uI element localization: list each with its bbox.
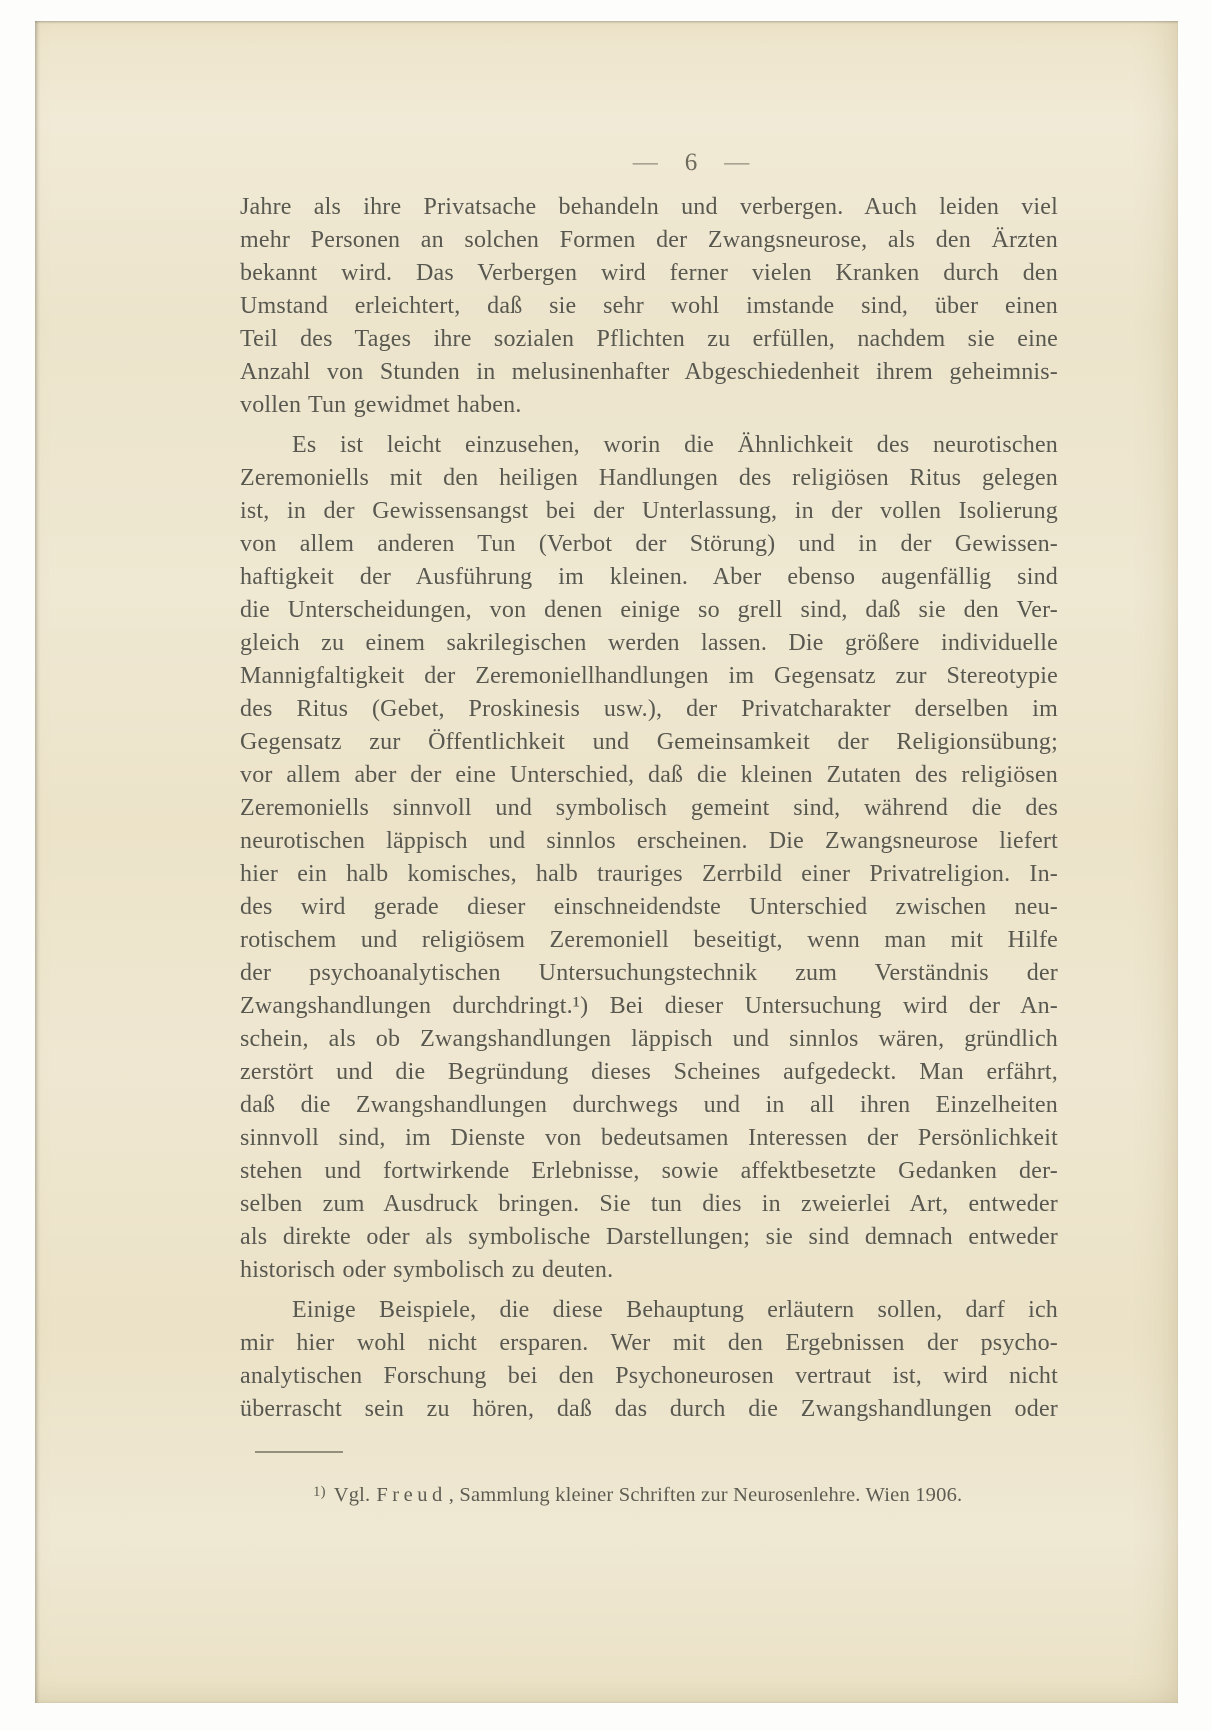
- text-line: als direkte oder als symbolische Darstellungen; sie sind demnach entweder: [240, 1224, 1058, 1250]
- footnote-text-after: , Sammlung kleiner Schriften zur Neurosenlehre. Wien 1906.: [448, 1484, 963, 1506]
- book-page: [35, 21, 1178, 1703]
- text-line: Jahre als ihre Privatsache behandeln und verbergen. Auch leiden viel: [240, 194, 1058, 220]
- text-line: überrascht sein zu hören, daß das durch die Zwangshandlungen oder: [240, 1396, 1058, 1422]
- text-line: Gegensatz zur Öffentlichkeit und Gemeinsamkeit der Religionsübung;: [240, 729, 1058, 755]
- text-line: der psychoanalytischen Untersuchungstechnik zum Verständnis der: [240, 960, 1058, 986]
- text-line: des wird gerade dieser einschneidendste Unterschied zwischen neu-: [240, 894, 1058, 920]
- text-line: mehr Personen an solchen Formen der Zwangsneurose, als den Ärzten: [240, 227, 1058, 253]
- footnote-marker: 1): [313, 1484, 326, 1500]
- text-line: des Ritus (Gebet, Proskinesis usw.), der Privatcharakter derselben im: [240, 696, 1058, 722]
- text-line: Zeremoniells sinnvoll und symbolisch gemeint sind, während die des: [240, 795, 1058, 821]
- text-line: Zwangshandlungen durchdringt.¹) Bei dieser Untersuchung wird der An-: [240, 993, 1058, 1019]
- text-line: vollen Tun gewidmet haben.: [240, 392, 522, 418]
- paragraph: [240, 429, 1058, 1287]
- page-number-left-dash: —: [632, 149, 658, 176]
- page-header: [282, 149, 1100, 177]
- text-line: schein, als ob Zwangshandlungen läppisch und sinnlos wären, gründlich: [240, 1026, 1058, 1052]
- text-line: Es ist leicht einzusehen, worin die Ähnlichkeit des neurotischen: [292, 432, 1058, 458]
- text-line: von allem anderen Tun (Verbot der Störung) und in der Gewissen-: [240, 531, 1058, 557]
- text-line: Anzahl von Stunden in melusinenhafter Abgeschiedenheit ihrem geheimnis-: [240, 359, 1058, 385]
- text-line: vor allem aber der eine Unterschied, daß die kleinen Zutaten des religiösen: [240, 762, 1058, 788]
- text-line: analytischen Forschung bei den Psychoneurosen vertraut ist, wird nicht: [240, 1363, 1058, 1389]
- text-line: historisch oder symbolisch zu deuten.: [240, 1257, 614, 1283]
- footnote-author: Freud: [376, 1484, 447, 1506]
- footnote: [313, 1479, 1103, 1509]
- paragraph: [240, 1294, 1058, 1426]
- text-line: die Unterscheidungen, von denen einige so grell sind, daß sie den Ver-: [240, 597, 1058, 623]
- paragraph: [240, 191, 1058, 422]
- text-line: mir hier wohl nicht ersparen. Wer mit den Ergebnissen der psycho-: [240, 1330, 1058, 1356]
- text-line: gleich zu einem sakrilegischen werden lassen. Die größere individuelle: [240, 630, 1058, 656]
- body-text: [240, 191, 1058, 1426]
- text-line: neurotischen läppisch und sinnlos erscheinen. Die Zwangsneurose liefert: [240, 828, 1058, 854]
- page-number: 6: [684, 149, 698, 176]
- text-line: daß die Zwangshandlungen durchwegs und in all ihren Einzelheiten: [240, 1092, 1058, 1118]
- text-line: selben zum Ausdruck bringen. Sie tun dies in zweierlei Art, entweder: [240, 1191, 1058, 1217]
- text-line: bekannt wird. Das Verbergen wird ferner vielen Kranken durch den: [240, 260, 1058, 286]
- footnote-divider: [255, 1451, 343, 1453]
- text-line: Zeremoniells mit den heiligen Handlungen des religiösen Ritus gelegen: [240, 465, 1058, 491]
- page-number-right-dash: —: [724, 149, 750, 176]
- footnote-text-before: Vgl.: [333, 1484, 371, 1506]
- text-line: rotischem und religiösem Zeremoniell beseitigt, wenn man mit Hilfe: [240, 927, 1058, 953]
- text-line: sinnvoll sind, im Dienste von bedeutsamen Interessen der Persönlichkeit: [240, 1125, 1058, 1151]
- text-line: stehen und fortwirkende Erlebnisse, sowie affektbesetzte Gedanken der-: [240, 1158, 1058, 1184]
- text-line: haftigkeit der Ausführung im kleinen. Aber ebenso augenfällig sind: [240, 564, 1058, 590]
- text-line: zerstört und die Begründung dieses Scheines aufgedeckt. Man erfährt,: [240, 1059, 1058, 1085]
- text-line: Einige Beispiele, die diese Behauptung erläutern sollen, darf ich: [292, 1297, 1058, 1323]
- text-line: hier ein halb komisches, halb trauriges Zerrbild einer Privatreligion. In-: [240, 861, 1058, 887]
- text-line: Teil des Tages ihre sozialen Pflichten zu erfüllen, nachdem sie eine: [240, 326, 1058, 352]
- text-line: Umstand erleichtert, daß sie sehr wohl imstande sind, über einen: [240, 293, 1058, 319]
- text-line: Mannigfaltigkeit der Zeremoniellhandlungen im Gegensatz zur Stereotypie: [240, 663, 1058, 689]
- text-line: ist, in der Gewissensangst bei der Unterlassung, in der vollen Isolierung: [240, 498, 1058, 524]
